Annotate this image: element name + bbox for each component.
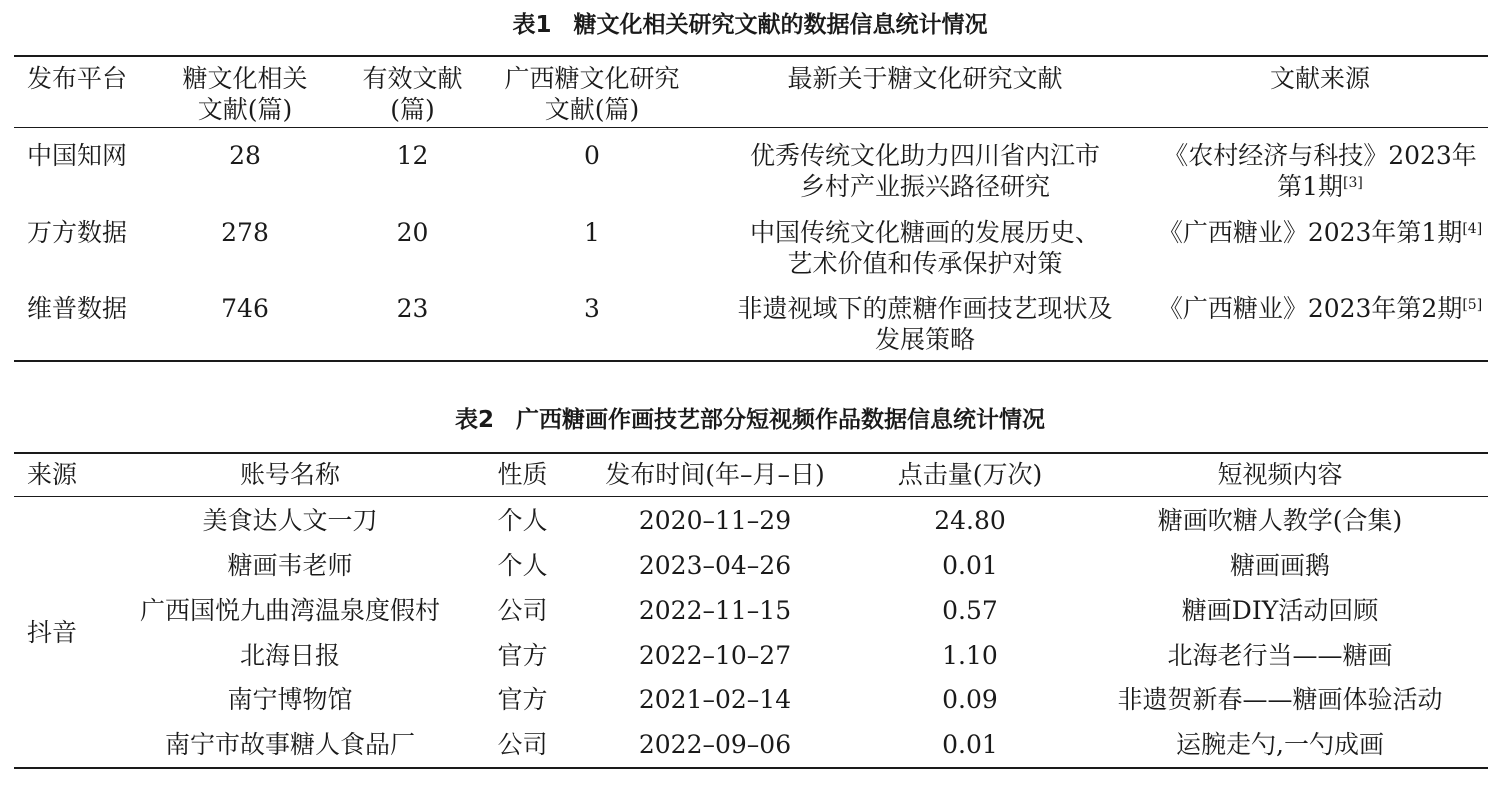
t2-row5-account: 南宁博物馆 — [227, 685, 353, 714]
t1-row3-source: 《广西糖业》2023年第2期[5] — [1157, 294, 1483, 323]
t2-header-date: 发布时间(年–月–日) — [605, 460, 825, 489]
t1-row2-latest: 中国传统文化糖画的发展历史、 艺术价值和传承保护对策 — [749, 218, 1100, 278]
t1-row1-ref: [3] — [1343, 175, 1363, 191]
t1-row3-total: 746 — [221, 294, 269, 323]
table2-caption — [0, 405, 1500, 435]
t1-header-platform: 发布平台 — [27, 64, 128, 93]
t1-row3-valid: 23 — [396, 294, 429, 323]
t1-row1-guangxi: 0 — [584, 141, 600, 170]
t1-row3-ref: [5] — [1462, 297, 1483, 313]
t2-header-content: 短视频内容 — [1217, 460, 1343, 489]
t2-row5-date: 2021–02–14 — [638, 685, 792, 714]
t1-row2-source: 《广西糖业》2023年第1期[4] — [1157, 218, 1483, 247]
t1-row2-platform: 万方数据 — [27, 218, 128, 247]
t2-row3-content: 糖画DIY活动回顾 — [1181, 596, 1379, 625]
t2-source-value: 抖音 — [27, 618, 78, 647]
t1-header-valid: 有效文献 (篇) — [362, 64, 463, 124]
t2-row2-date: 2023–04–26 — [638, 551, 792, 580]
t1-row1-latest: 优秀传统文化助力四川省内江市 乡村产业振兴路径研究 — [749, 141, 1100, 201]
t2-row2-content: 糖画画鹅 — [1229, 551, 1330, 580]
table1-bottom-rule — [14, 360, 1488, 362]
t2-row4-date: 2022–10–27 — [638, 641, 792, 670]
t2-row6-nature: 公司 — [497, 730, 548, 759]
table2-bottom-rule — [14, 767, 1488, 769]
table1-caption-title: 糖文化相关研究文献的数据信息统计情况 — [573, 12, 988, 38]
table2-caption-number: 表2 — [454, 407, 494, 433]
t1-row2-total: 278 — [221, 218, 269, 247]
t2-row5-views: 0.09 — [942, 685, 998, 714]
t1-row3-guangxi: 3 — [584, 294, 600, 323]
t2-row3-views: 0.57 — [942, 596, 998, 625]
t1-row2-guangxi: 1 — [584, 218, 600, 247]
t2-row3-nature: 公司 — [497, 596, 548, 625]
table1-top-rule — [14, 55, 1488, 57]
table2-caption-title: 广西糖画作画技艺部分短视频作品数据信息统计情况 — [516, 407, 1045, 433]
t1-row3-platform: 维普数据 — [27, 294, 128, 323]
t2-row3-account: 广西国悦九曲湾温泉度假村 — [139, 596, 440, 625]
table1-caption — [0, 10, 1500, 40]
t2-row5-nature: 官方 — [497, 685, 548, 714]
t2-row6-account: 南宁市故事糖人食品厂 — [164, 730, 415, 759]
t2-row2-account: 糖画韦老师 — [227, 551, 353, 580]
t2-header-source: 来源 — [27, 460, 78, 489]
t2-row2-nature: 个人 — [497, 551, 548, 580]
t1-row1-valid: 12 — [396, 141, 429, 170]
t2-row6-views: 0.01 — [942, 730, 998, 759]
t2-row1-account: 美食达人文一刀 — [202, 506, 378, 535]
table1-caption-number: 表1 — [512, 12, 552, 38]
t1-header-latest: 最新关于糖文化研究文献 — [787, 64, 1063, 93]
t2-row3-date: 2022–11–15 — [638, 596, 792, 625]
table2-top-rule — [14, 452, 1488, 454]
t1-row1-total: 28 — [229, 141, 261, 170]
t2-row1-content: 糖画吹糖人教学(合集) — [1157, 506, 1403, 535]
t2-header-account: 账号名称 — [239, 460, 340, 489]
t1-header-total: 糖文化相关 文献(篇) — [182, 64, 308, 124]
t2-row4-account: 北海日报 — [239, 641, 340, 670]
t1-row2-valid: 20 — [396, 218, 429, 247]
t1-header-guangxi: 广西糖文化研究 文献(篇) — [504, 64, 680, 124]
t2-row2-views: 0.01 — [942, 551, 998, 580]
t2-row5-content: 非遗贺新春——糖画体验活动 — [1117, 685, 1443, 714]
t2-row4-nature: 官方 — [497, 641, 548, 670]
t2-row4-content: 北海老行当——糖画 — [1167, 641, 1393, 670]
t2-row1-nature: 个人 — [497, 506, 548, 535]
t1-row1-source: 《农村经济与科技》2023年 第1期[3] — [1163, 141, 1477, 201]
t2-row4-views: 1.10 — [942, 641, 998, 670]
t2-header-nature: 性质 — [497, 460, 548, 489]
t2-row6-content: 运腕走勺,一勺成画 — [1176, 730, 1384, 759]
t2-header-views: 点击量(万次) — [897, 460, 1043, 489]
t2-row6-date: 2022–09–06 — [638, 730, 792, 759]
t1-row3-latest: 非遗视域下的蔗糖作画技艺现状及 发展策略 — [737, 294, 1113, 354]
t2-row1-views: 24.80 — [934, 506, 1006, 535]
t1-header-source: 文献来源 — [1269, 64, 1370, 93]
t1-row2-ref: [4] — [1462, 221, 1483, 237]
table2-header-rule — [14, 496, 1488, 497]
t1-row1-platform: 中国知网 — [27, 141, 128, 170]
t2-row1-date: 2020–11–29 — [638, 506, 792, 535]
table1-header-rule — [14, 127, 1488, 128]
